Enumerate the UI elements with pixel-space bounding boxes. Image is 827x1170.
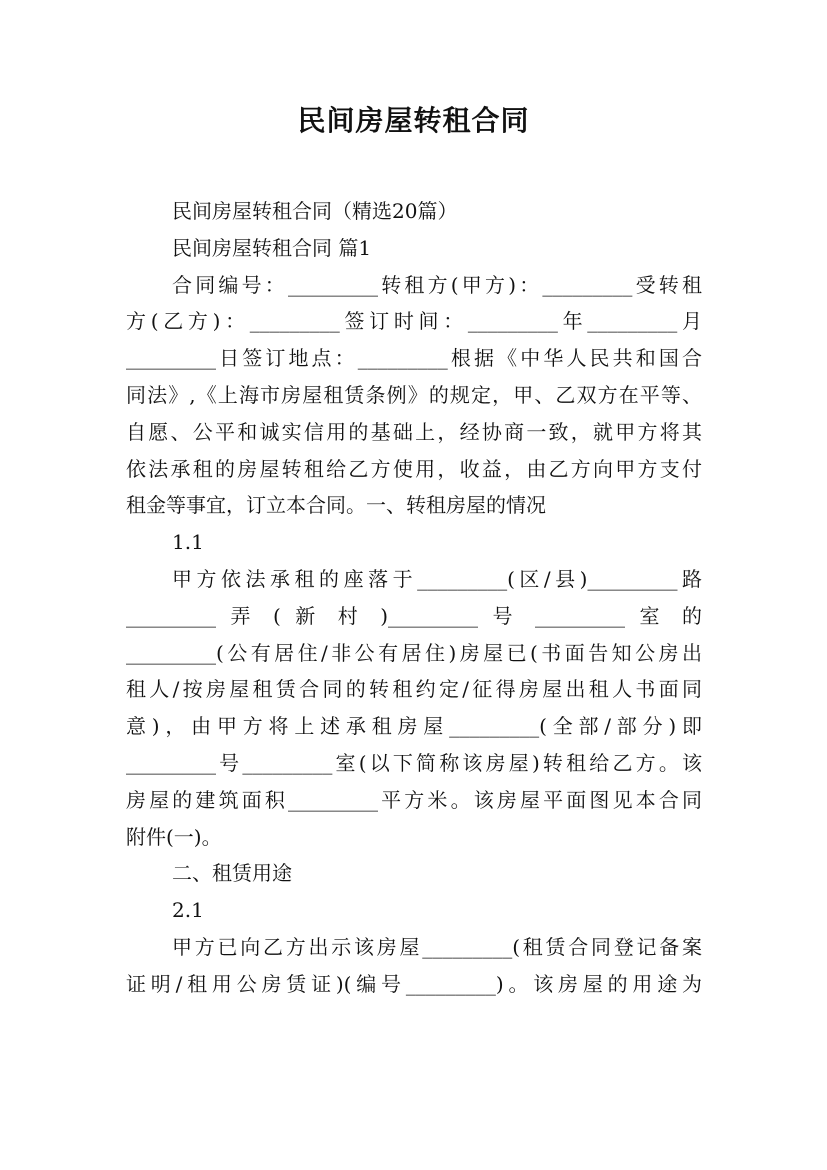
- paragraph-line: 方(乙方)：_________签订时间：_________年_________月: [126, 309, 702, 334]
- subtitle-line: 民间房屋转租合同（精选20篇）: [172, 199, 458, 223]
- clause-number: 2.1: [172, 898, 204, 923]
- clause-number: 1.1: [172, 530, 204, 555]
- paragraph-line: _________号_________室(以下简称该房屋)转租给乙方。该: [126, 750, 702, 775]
- paragraph-line: _________ 弄 ( 新 村 )_________ 号 _________ 室 的: [126, 603, 702, 628]
- paragraph-line: 租金等事宜，订立本合同。一、转租房屋的情况: [126, 493, 546, 518]
- paragraph-line: 依法承租的房屋转租给乙方使用，收益，由乙方向甲方支付: [126, 456, 702, 481]
- paragraph-line: 租人/按房屋租赁合同的转租约定/征得房屋出租人书面同: [126, 677, 702, 702]
- section-heading: 二、租赁用途: [172, 861, 292, 886]
- paragraph-line: 同法》,《上海市房屋租赁条例》的规定，甲、乙双方在平等、: [126, 382, 702, 407]
- section-heading: 民间房屋转租合同 篇1: [172, 235, 372, 260]
- paragraph-line: 甲方依法承租的座落于_________(区/县)_________路: [172, 566, 702, 591]
- paragraph-line: 甲方已向乙方出示该房屋_________(租赁合同登记备案: [172, 934, 702, 959]
- paragraph-line: 附件(一)。: [126, 824, 222, 849]
- paragraph-line: 房屋的建筑面积_________平方米。该房屋平面图见本合同: [126, 787, 702, 812]
- page-title: 民间房屋转租合同: [297, 104, 530, 137]
- paragraph-line: 证明/租用公房赁证)(编号_________)。该房屋的用途为: [126, 971, 702, 996]
- paragraph-line: _________日签订地点：_________根据《中华人民共和国合: [126, 346, 702, 371]
- paragraph-line: 自愿、公平和诚实信用的基础上，经协商一致，就甲方将其: [126, 419, 702, 444]
- paragraph-line: _________(公有居住/非公有居住)房屋已(书面告知公房出: [126, 640, 702, 665]
- document-body: [126, 193, 702, 1003]
- paragraph-line: 合同编号：_________转租方(甲方)：_________受转租: [172, 272, 702, 297]
- paragraph-line: 意)，由甲方将上述承租房屋_________(全部/部分)即: [126, 714, 702, 739]
